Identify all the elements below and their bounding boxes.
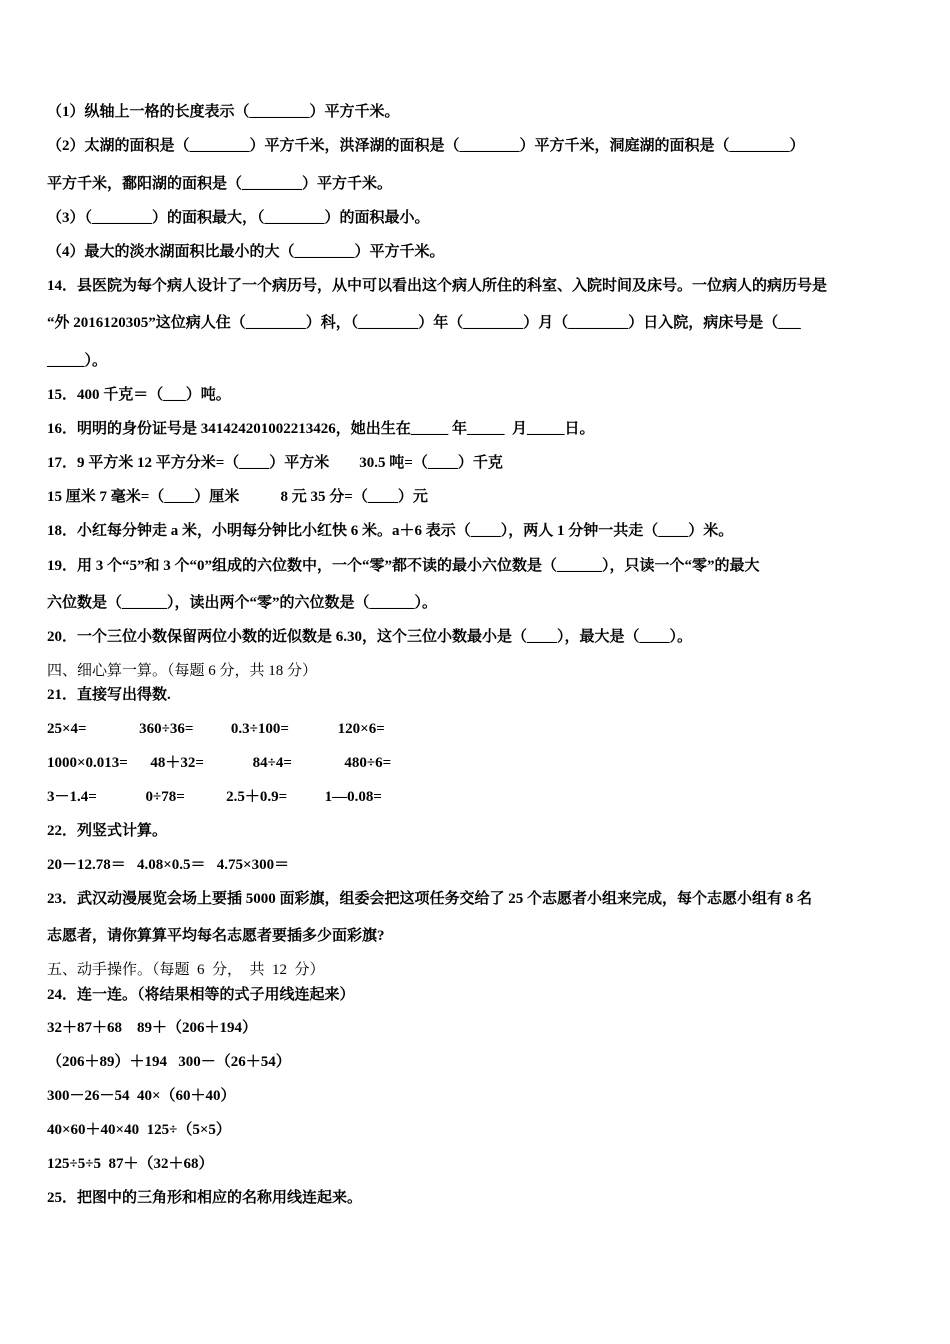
- q13-part2-line1: （2）太湖的面积是（________）平方千米，洪泽湖的面积是（________）平方千米，洞庭湖的面积是（________）: [47, 138, 805, 154]
- q21-row1: 25×4= 360÷36= 0.3÷100= 120×6=: [47, 721, 385, 737]
- q22-row: 20－12.78＝ 4.08×0.5＝ 4.75×300＝: [47, 857, 290, 873]
- section-4-title: 四、细心算一算。（每题 6 分，共 18 分）: [47, 663, 318, 679]
- q24-row1: 32＋87＋68 89＋（206＋194）: [47, 1020, 258, 1036]
- q19-line2: 六位数是（______），读出两个“零”的六位数是（______）。: [47, 595, 438, 611]
- q14-line2: “外 2016120305”这位病人住（________）科，（________）年（________）月（________）日入院，病床号是（___: [47, 315, 801, 331]
- q17-line1: 17．9 平方米 12 平方分米=（____）平方米 30.5 吨=（____）千克: [47, 455, 503, 471]
- q24-title: 24．连一连。（将结果相等的式子用线连起来）: [47, 987, 355, 1003]
- q24-row5: 125÷5÷5 87＋（32＋68）: [47, 1156, 214, 1172]
- q13-part1: （1）纵轴上一格的长度表示（________）平方千米。: [47, 104, 400, 120]
- q18: 18．小红每分钟走 a 米，小明每分钟比小红快 6 米。a＋6 表示（____），两人 1 分钟一共走（____）米。: [47, 523, 734, 539]
- q24-row2: （206＋89）＋194 300－（26＋54）: [47, 1054, 291, 1070]
- q16: 16．明明的身份证号是 341424201002213426，她出生在_____ 年_____ 月_____日。: [47, 421, 595, 437]
- section-5-title: 五、动手操作。（每题 6 分， 共 12 分）: [47, 962, 325, 978]
- q23-line1: 23．武汉动漫展览会场上要插 5000 面彩旗，组委会把这项任务交给了 25 个志愿者小组来完成，每个志愿小组有 8 名: [47, 891, 813, 907]
- q13-part2-line2: 平方千米，鄱阳湖的面积是（________）平方千米。: [47, 176, 393, 192]
- q24-row4: 40×60＋40×40 125÷（5×5）: [47, 1122, 231, 1138]
- q14-line3: _____）。: [47, 353, 108, 369]
- q14-line1: 14．县医院为每个病人设计了一个病历号，从中可以看出这个病人所住的科室、入院时间及床号。一位病人的病历号是: [47, 278, 828, 294]
- q19-line1: 19．用 3 个“5”和 3 个“0”组成的六位数中，一个“零”都不读的最小六位数是（______），只读一个“零”的最大: [47, 558, 760, 574]
- q17-line2: 15 厘米 7 毫米=（____）厘米 8 元 35 分=（____）元: [47, 489, 428, 505]
- q25: 25．把图中的三角形和相应的名称用线连起来。: [47, 1190, 363, 1206]
- q22-title: 22．列竖式计算。: [47, 823, 168, 839]
- q13-part4: （4）最大的淡水湖面积比最小的大（________）平方千米。: [47, 244, 445, 260]
- q20: 20．一个三位小数保留两位小数的近似数是 6.30，这个三位小数最小是（____），最大是（____）。: [47, 629, 693, 645]
- q13-part3: （3）（________）的面积最大，（________）的面积最小。: [47, 210, 430, 226]
- q24-row3: 300－26－54 40×（60＋40）: [47, 1088, 236, 1104]
- q21-title: 21．直接写出得数.: [47, 687, 171, 703]
- q23-line2: 志愿者，请你算算平均每名志愿者要插多少面彩旗?: [47, 928, 385, 944]
- q21-row3: 3－1.4= 0÷78= 2.5＋0.9= 1—0.08=: [47, 789, 382, 805]
- q21-row2: 1000×0.013= 48＋32= 84÷4= 480÷6=: [47, 755, 392, 771]
- q15: 15．400 千克＝（___）吨。: [47, 387, 231, 403]
